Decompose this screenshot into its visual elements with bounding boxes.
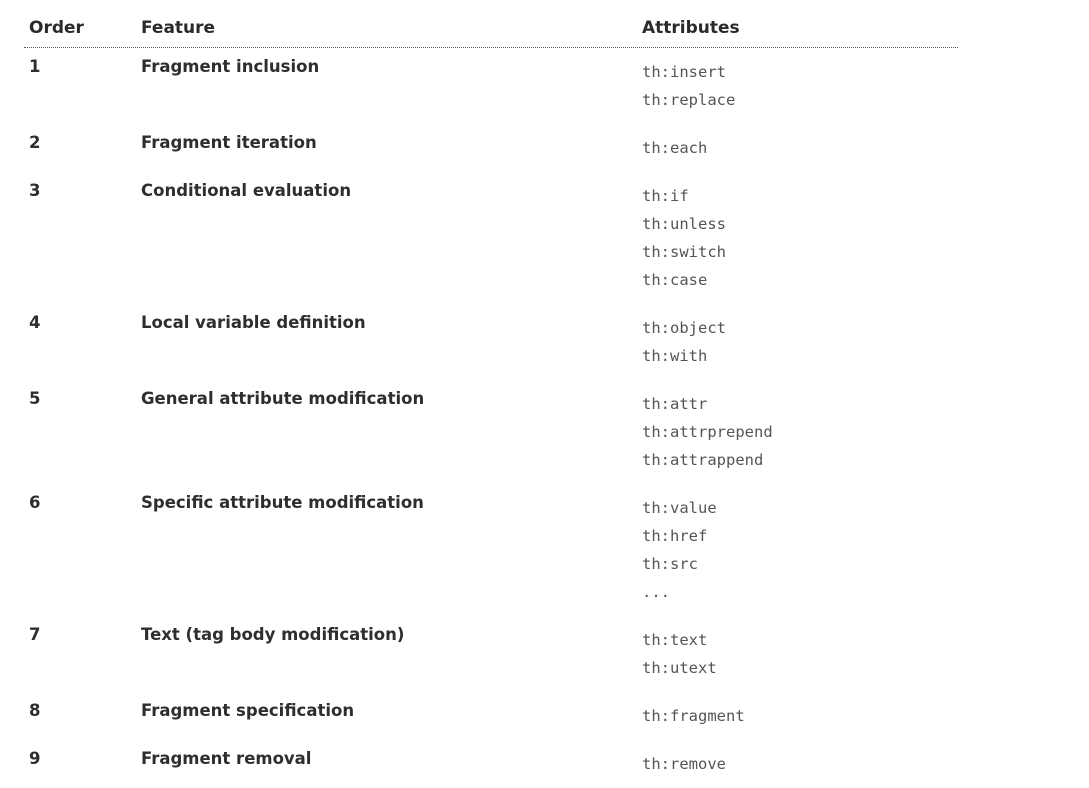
row-feature: Fragment inclusion (141, 57, 320, 76)
row-attributes (642, 54, 958, 114)
table-row (24, 380, 958, 484)
attribute-name: th:replace (642, 91, 736, 109)
table-row (24, 304, 958, 380)
table-row (24, 740, 958, 788)
attribute-name: th:attr (642, 395, 708, 413)
row-order: 4 (29, 313, 41, 332)
row-attributes (642, 698, 958, 730)
attribute-name: th:if (642, 187, 689, 205)
table-row (24, 124, 958, 172)
row-order: 5 (29, 389, 41, 408)
row-order: 6 (29, 493, 41, 512)
row-attributes (642, 310, 958, 370)
attribute-name: th:insert (642, 63, 726, 81)
row-order: 9 (29, 749, 41, 768)
attribute-name: th:value (642, 499, 717, 517)
row-feature: General attribute modification (141, 389, 425, 408)
attribute-precedence-table (24, 0, 958, 788)
attribute-name: th:with (642, 347, 708, 365)
attribute-name: th:remove (642, 755, 726, 773)
table-row (24, 172, 958, 304)
header-order: Order (29, 18, 84, 38)
attribute-name: th:fragment (642, 707, 745, 725)
row-order: 1 (29, 57, 41, 76)
row-order: 3 (29, 181, 41, 200)
row-order: 7 (29, 625, 41, 644)
attribute-name: th:attrappend (642, 451, 764, 469)
attribute-name: th:src (642, 555, 698, 573)
attribute-name: th:href (642, 527, 708, 545)
attribute-name: th:case (642, 271, 708, 289)
row-attributes (642, 178, 958, 294)
row-attributes (642, 622, 958, 682)
row-order: 8 (29, 701, 41, 720)
table-body (24, 48, 958, 788)
row-feature: Local variable definition (141, 313, 366, 332)
row-feature: Specific attribute modification (141, 493, 424, 512)
row-attributes (642, 130, 958, 162)
header-feature: Feature (141, 18, 216, 38)
table-row (24, 48, 958, 124)
row-attributes (642, 490, 958, 606)
attribute-name: th:unless (642, 215, 726, 233)
attribute-name: th:switch (642, 243, 726, 261)
row-feature: Fragment iteration (141, 133, 317, 152)
table-row (24, 616, 958, 692)
attribute-name: ... (642, 583, 670, 601)
header-attributes: Attributes (642, 18, 740, 38)
table-row (24, 692, 958, 740)
row-feature: Conditional evaluation (141, 181, 352, 200)
row-feature: Text (tag body modification) (141, 625, 405, 644)
attribute-name: th:utext (642, 659, 717, 677)
table-header (24, 0, 958, 48)
row-feature: Fragment removal (141, 749, 312, 768)
attribute-name: th:object (642, 319, 726, 337)
row-feature: Fragment specification (141, 701, 355, 720)
table-row (24, 484, 958, 616)
row-attributes (642, 746, 958, 778)
attribute-name: th:attrprepend (642, 423, 773, 441)
attribute-name: th:text (642, 631, 708, 649)
attribute-name: th:each (642, 139, 708, 157)
row-attributes (642, 386, 958, 474)
row-order: 2 (29, 133, 41, 152)
